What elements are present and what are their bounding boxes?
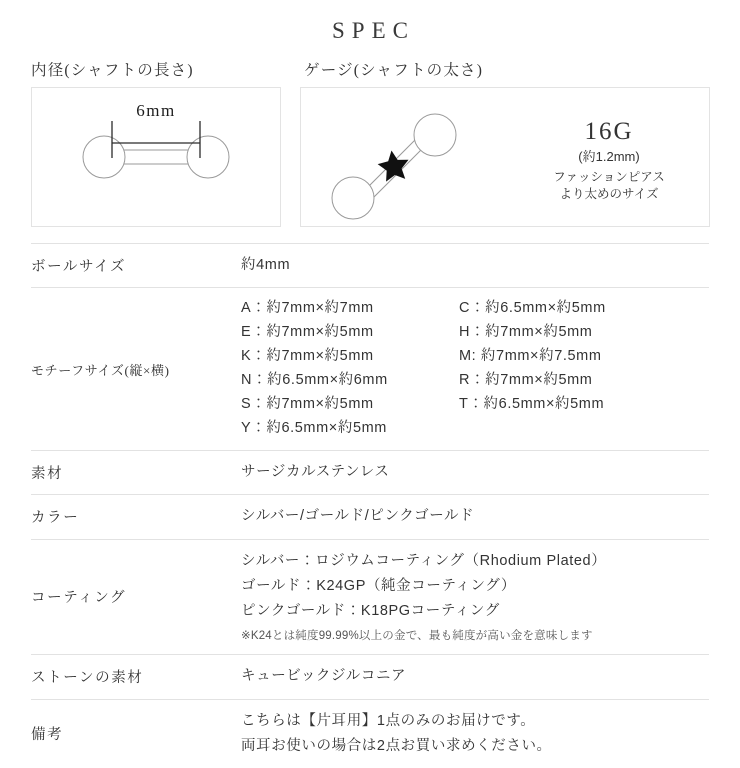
motif-item: C：約6.5mm×約5mm — [459, 300, 606, 317]
table-row-material — [31, 450, 709, 494]
gauge-diagram-box — [300, 87, 710, 227]
motif-item: N：約6.5mm×約6mm — [241, 372, 388, 389]
coating-line-gold: ゴールド：K24GP（純金コーティング） — [241, 578, 516, 595]
inner-diameter-diagram-box — [31, 87, 281, 227]
row-value-stone-material: キュービックジルコニア — [241, 668, 407, 685]
spec-table — [31, 243, 709, 768]
table-row-remarks — [31, 699, 709, 768]
remarks-line-2: 両耳お使いの場合は2点お買い求めください。 — [241, 737, 552, 754]
motif-item: A：約7mm×約7mm — [241, 300, 374, 317]
table-row-stone-material — [31, 655, 709, 699]
gauge-note-line-2: より太めのサイズ — [559, 186, 659, 201]
coating-footnote: ※K24とは純度99.99%以上の金で、最も純度が高い金を意味します — [241, 629, 593, 642]
row-value-remarks — [241, 699, 709, 768]
row-label-motif-size: モチーフサイズ(縦×横) — [31, 362, 170, 378]
row-label-ball-size: ボールサイズ — [31, 259, 127, 276]
remarks-line-1: こちらは【片耳用】1点のみのお届けです。 — [241, 712, 536, 729]
row-value-ball-size: 約4mm — [241, 257, 291, 273]
table-row-ball-size — [31, 244, 709, 288]
table-row-coating — [31, 539, 709, 655]
motif-item: E：約7mm×約5mm — [241, 324, 374, 341]
diagram-boxes-row — [0, 87, 740, 227]
motif-size-column-left — [241, 297, 459, 441]
inner-diameter-heading: 内径(シャフトの長さ) — [31, 62, 194, 79]
gauge-heading: ゲージ(シャフトの太さ) — [304, 62, 484, 79]
motif-item: R：約7mm×約5mm — [459, 372, 593, 389]
gauge-note-line-1: ファッションピアス — [553, 169, 665, 184]
row-value-motif-size — [241, 288, 709, 451]
motif-item: M: 約7mm×約7.5mm — [459, 348, 602, 365]
barbell-gauge-illustration — [301, 88, 516, 226]
motif-size-column-right — [459, 297, 606, 441]
motif-item: K：約7mm×約5mm — [241, 348, 374, 365]
coating-line-silver: シルバー：ロジウムコーティング（Rhodium Plated） — [241, 552, 607, 569]
row-label-coating: コーティング — [31, 590, 127, 607]
row-label-color: カラー — [31, 510, 80, 527]
row-label-stone-material: ストーンの素材 — [31, 670, 144, 687]
motif-size-columns — [241, 297, 709, 441]
row-label-remarks: 備考 — [31, 727, 64, 744]
table-row-color — [31, 495, 709, 539]
page-title: SPEC — [332, 18, 415, 43]
table-row-motif-size — [31, 288, 709, 451]
coating-line-pinkgold: ピンクゴールド：K18PGコーティング — [241, 603, 500, 620]
gauge-size-mm: (約1.2mm) — [578, 149, 640, 164]
motif-item: H：約7mm×約5mm — [459, 324, 593, 341]
diagram-headings-row — [0, 44, 740, 80]
barbell-length-illustration — [32, 88, 280, 226]
gauge-size-value: 16G — [584, 118, 634, 145]
motif-item: Y：約6.5mm×約5mm — [241, 419, 387, 436]
row-value-coating — [241, 539, 709, 655]
gauge-note — [523, 169, 695, 203]
motif-item: S：約7mm×約5mm — [241, 396, 374, 413]
inner-diameter-measure-label: 6mm — [136, 101, 176, 120]
row-value-color: シルバー/ゴールド/ピンクゴールド — [241, 508, 475, 525]
motif-item: T：約6.5mm×約5mm — [459, 396, 605, 413]
gauge-text-block — [523, 116, 695, 202]
row-label-material: 素材 — [31, 466, 64, 483]
row-value-material: サージカルステンレス — [241, 463, 390, 480]
